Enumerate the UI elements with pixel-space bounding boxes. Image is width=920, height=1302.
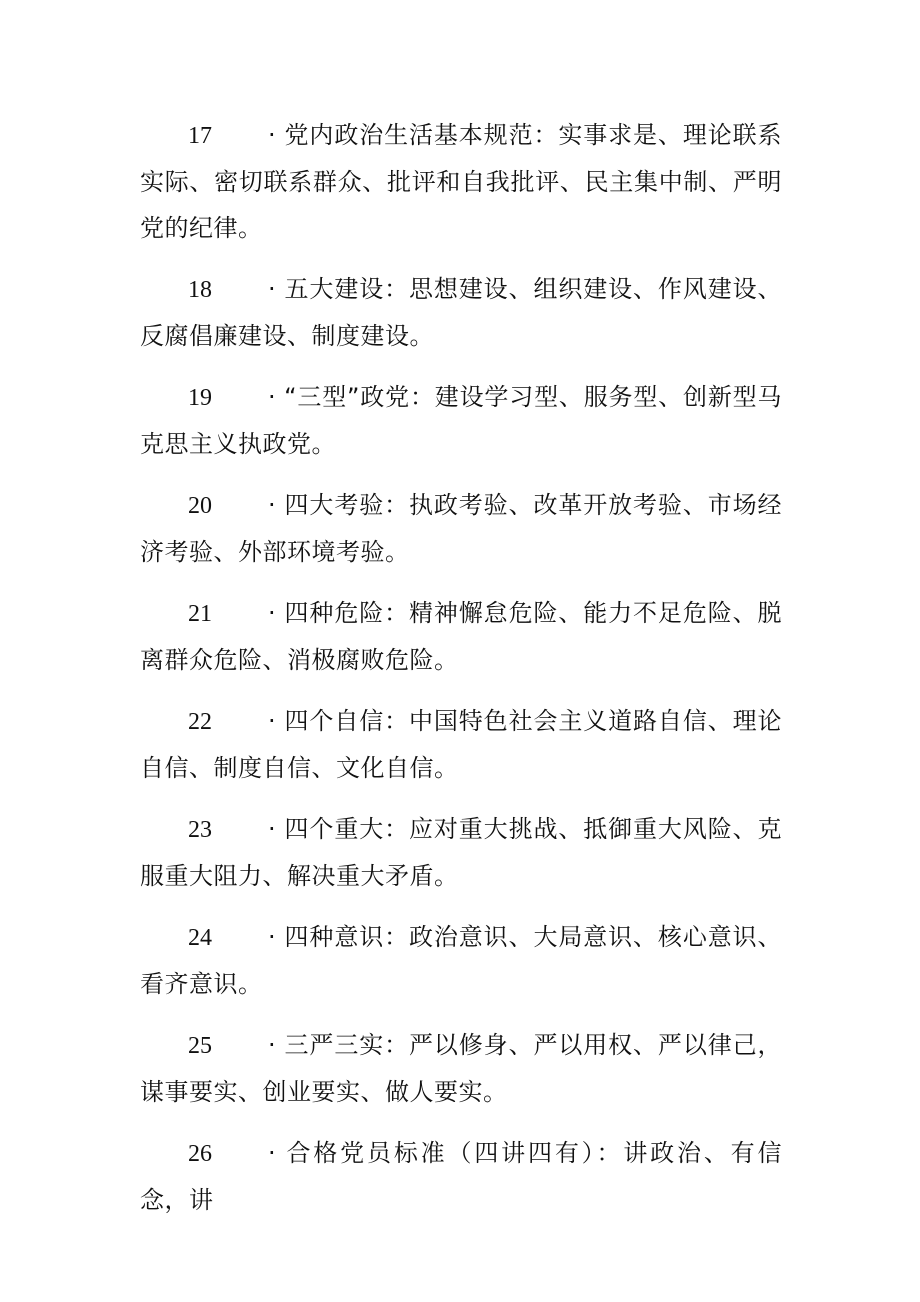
- item-text: 党内政治生活基本规范：实事求是、理论联系实际、密切联系群众、批评和自我批评、民主集中制、严明党的纪律。: [140, 121, 782, 242]
- item-text: “三型”政党：建设学习型、服务型、创新型马克思主义执政党。: [140, 383, 782, 458]
- item-number: 19: [188, 385, 212, 411]
- item-separator: ·: [268, 1139, 277, 1167]
- item-separator: ·: [268, 275, 277, 303]
- item-number: 20: [188, 493, 212, 519]
- list-item-18: [140, 266, 782, 359]
- item-text: 四个重大：应对重大挑战、抵御重大风险、克服重大阻力、解决重大矛盾。: [140, 815, 782, 890]
- list-item-23: [140, 806, 782, 899]
- item-separator: ·: [268, 599, 277, 627]
- item-separator: ·: [268, 383, 277, 411]
- item-text: 五大建设：思想建设、组织建设、作风建设、反腐倡廉建设、制度建设。: [140, 275, 782, 350]
- list-item-24: [140, 914, 782, 1007]
- item-text: 四个自信：中国特色社会主义道路自信、理论自信、制度自信、文化自信。: [140, 707, 782, 782]
- item-text: 四种危险：精神懈怠危险、能力不足危险、脱离群众危险、消极腐败危险。: [140, 599, 782, 674]
- item-text: 合格党员标准（四讲四有）：讲政治、有信念，讲: [140, 1139, 782, 1214]
- list-item-20: [140, 482, 782, 575]
- list-item-22: [140, 698, 782, 791]
- item-separator: ·: [268, 815, 277, 843]
- item-number: 25: [188, 1033, 212, 1059]
- item-number: 18: [188, 277, 212, 303]
- list-item-17: [140, 112, 782, 251]
- list-item-19: [140, 374, 782, 467]
- item-separator: ·: [268, 121, 277, 149]
- list-item-21: [140, 590, 782, 683]
- item-text: 四种意识：政治意识、大局意识、核心意识、看齐意识。: [140, 923, 782, 998]
- item-text: 三严三实：严以修身、严以用权、严以律己，谋事要实、创业要实、做人要实。: [140, 1031, 782, 1106]
- item-number: 26: [188, 1141, 212, 1167]
- item-separator: ·: [268, 707, 277, 735]
- document-page: [140, 112, 782, 1238]
- item-separator: ·: [268, 491, 277, 519]
- item-number: 23: [188, 817, 212, 843]
- item-separator: ·: [268, 1031, 277, 1059]
- item-text: 四大考验：执政考验、改革开放考验、市场经济考验、外部环境考验。: [140, 491, 782, 566]
- item-separator: ·: [268, 923, 277, 951]
- item-number: 21: [188, 601, 212, 627]
- list-item-25: [140, 1022, 782, 1115]
- item-number: 17: [188, 123, 212, 149]
- item-number: 24: [188, 925, 212, 951]
- list-item-26: [140, 1130, 782, 1223]
- item-number: 22: [188, 709, 212, 735]
